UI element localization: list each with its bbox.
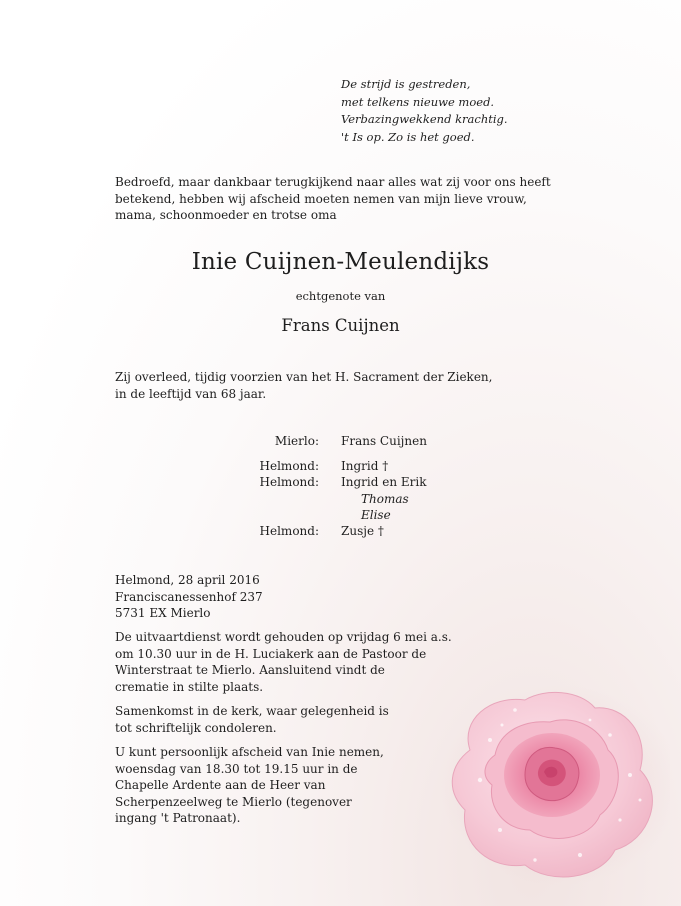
intro-line: Bedroefd, maar dankbaar terugkijkend naar alles wat zij voor ons heeft [115,175,551,189]
farewell-line: ingang 't Patronaat). [115,811,241,825]
family-name: Ingrid en Erik [341,475,427,489]
spouse-name: Frans Cuijnen [281,316,400,335]
family-name: Ingrid † [341,459,389,473]
pink-rose-image [440,680,670,890]
farewell-line: woensdag van 18.30 tot 19.15 uur in de [115,761,358,776]
grandchild-name: Thomas [361,492,409,506]
family-place: Helmond: [259,524,319,538]
farewell-line: Scherpenzeelweg te Mierlo (tegenover [115,794,352,809]
death-text [115,369,585,402]
farewell-line: Chapelle Ardente aan de Heer van [115,778,326,792]
gathering-line: Samenkomst in de kerk, waar gelegenheid is [115,704,389,718]
farewell-line: U kunt persoonlijk afscheid van Inie nemen, [115,745,384,759]
death-line: Zij overleed, tijdig voorzien van het H. Sacrament der Zieken, [115,370,493,384]
service-line: De uitvaartdienst wordt gehouden op vrijdag 6 mei a.s. [115,630,452,644]
grandchild-name: Elise [361,508,391,522]
address-line: Franciscanessenhof 237 [115,589,263,604]
address-line: 5731 EX Mierlo [115,606,211,620]
death-line: in de leeftijd van 68 jaar. [115,386,267,401]
intro-text [115,174,585,224]
address-block [115,572,585,622]
family-place: Helmond: [259,459,319,473]
poem-line: met telkens nieuwe moed. [341,94,495,109]
poem-line: De strijd is gestreden, [341,77,471,91]
service-line: Winterstraat te Mierlo. Aansluitend vindt de [115,663,385,677]
intro-line: betekend, hebben wij afscheid moeten nemen van mijn lieve vrouw, [115,191,527,206]
spouse-label: echtgenote van [295,289,386,303]
poem-line: Verbazingwekkend krachtig. [341,112,508,126]
gathering-line: tot schriftelijk condoleren. [115,720,277,735]
intro-line: mama, schoonmoeder en trotse oma [115,208,337,222]
poem [341,76,641,146]
family-name: Frans Cuijnen [341,434,427,448]
address-line: Helmond, 28 april 2016 [115,573,260,587]
deceased-name: Inie Cuijnen-Meulendijks [191,249,490,275]
poem-line: 't Is op. Zo is het goed. [341,129,475,144]
family-place: Helmond: [259,475,319,489]
service-line: om 10.30 uur in de H. Luciakerk aan de Pastoor de [115,646,427,661]
family-place: Mierlo: [274,434,319,448]
service-line: crematie in stilte plaats. [115,679,264,694]
family-name: Zusje † [341,524,384,538]
